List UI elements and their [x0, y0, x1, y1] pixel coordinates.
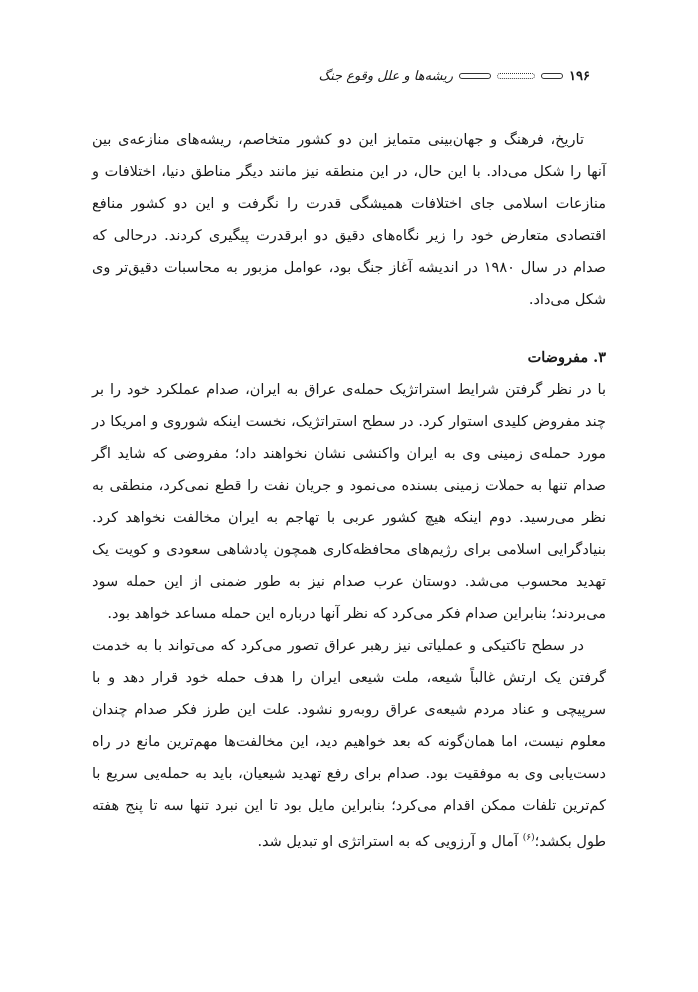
- page-number: ۱۹۶: [569, 68, 590, 84]
- footnote-reference: (۶): [522, 833, 535, 843]
- body-text: [92, 124, 606, 858]
- header-ornament-rule: [541, 73, 563, 79]
- paragraph-tactical-end: آمال و آرزویی که به استراتژی او تبدیل شد.: [257, 833, 523, 850]
- running-title: ریشه‌ها و علل وقوع جنگ: [318, 68, 454, 84]
- running-header: [108, 64, 590, 88]
- header-ornament-dots: [497, 73, 535, 79]
- paragraph-tactical-text: در سطح تاکتیکی و عملیاتی نیز رهبر عراق تصور می‌کرد که می‌تواند با به خدمت گرفتن یک ارتش غالباً شیعه، ملت شیعی ایران را هدف حمله خود قرار دهد و با سرپیچی و عناد مردم شیعه‌ی عراق روبه‌رو نشود. علت این طرز فکر صدام چندان معلوم نیست، اما همان‌گونه که بعد خواهیم دید، این مخالفت‌ها مهم‌ترین مانع در راه دست‌یابی وی به موفقیت بود. صدام برای رفع تهدید شیعیان، باید به حمله‌یی سریع با کم‌ترین تلفات ممکن اقدام می‌کرد؛ بنابراین مایل بود تا این نبرد تنها سه تا پنج هفته طول بکشد؛: [92, 638, 606, 850]
- header-ornament-rule: [459, 73, 491, 79]
- paragraph-intro: تاریخ، فرهنگ و جهان‌بینی متمایز این دو کشور متخاصم، ریشه‌های منازعه‌ی بین آنها را شکل می‌داد. با این حال، در این منطقه نیز مانند دیگر مناطق دنیا، اختلافات و منازعات اسلامی جای اختلافات همیشگی قدرت را نگرفت و این دو کشور منافع اقتصادی متعارض خود را زیر نگاه‌های دقیق دو ابرقدرت پیگیری کردند. درحالی که صدام در سال ۱۹۸۰ در اندیشه آغاز جنگ بود، عوامل مزبور به محاسبات دقیق‌تر وی شکل می‌داد.: [92, 132, 606, 308]
- paragraph-tactical: [92, 630, 606, 858]
- section-heading: ۳. مفروضات: [527, 349, 606, 366]
- paragraph-assumptions: با در نظر گرفتن شرایط استراتژیک حمله‌ی عراق به ایران، صدام عملکرد خود را بر چند مفروض کلیدی استوار کرد. در سطح استراتژیک، نخست اینکه شوروی و امریکا در مورد حمله‌ی زمینی وی به ایران واکنشی نشان نخواهند داد؛ مفروضی که شاید اگر صدام تنها به حملات زمینی بسنده می‌نمود و جریان نفت را قطع نمی‌کرد، منطقی به نظر می‌رسید. دوم اینکه هیچ کشور عربی با تهاجم به ایران مخالفت نخواهد کرد. بنیادگرایی اسلامی برای رژیم‌های محافظه‌کاری همچون پادشاهی سعودی و کویت یک تهدید محسوب می‌شد. دوستان عرب صدام نیز به طور ضمنی از این حمله سود می‌بردند؛ بنابراین صدام فکر می‌کرد که نظر آنها درباره این حمله مساعد خواهد بود.: [92, 382, 606, 622]
